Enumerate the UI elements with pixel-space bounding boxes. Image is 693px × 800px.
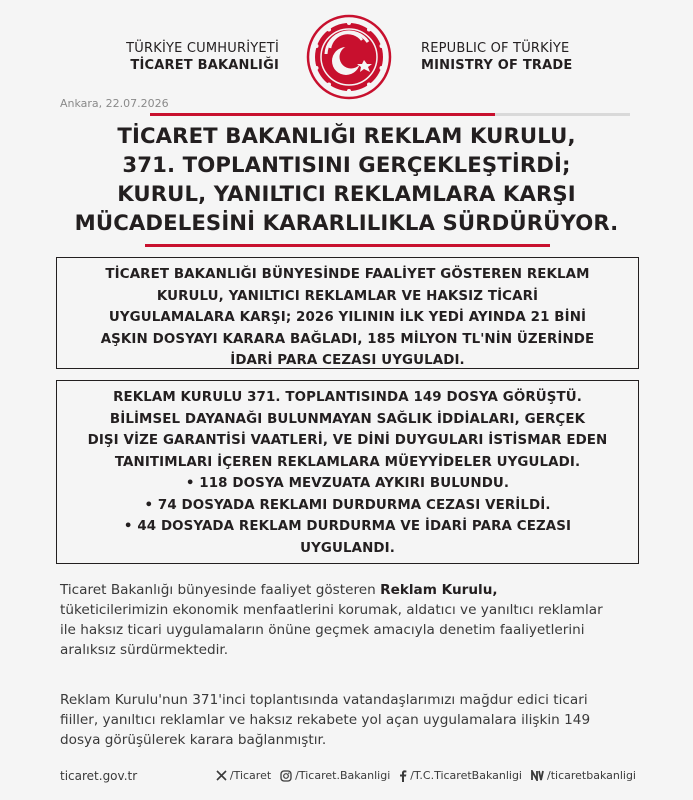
para-line: fiiller, yanıltıcı reklamlar ve haksız rekabete yol açan uygulamalara ilişkin 149 [60,712,591,728]
para-line: ile haksız ticari uygulamaların önüne geçmek amacıyla denetim faaliyetlerini [60,622,585,638]
nsosyal-handle: /ticaretbakanligi [547,769,636,782]
para-line: dosya görüşülerek karara bağlanmıştır. [60,732,327,748]
para-word: Bakanlığı [110,582,174,598]
title-line: KURUL, YANILTICI REKLAMLARA KARŞI [117,182,576,207]
summary-line: UYGULAMALARA KARŞI; 2026 YILININ İLK YEDİ AYINDA 21 BİNİ [108,310,587,325]
footer [60,768,636,788]
instagram-handle: /Ticaret.Bakanligi [295,769,391,782]
header-country-en: REPUBLIC OF TÜRKİYE [421,41,570,56]
title-divider [145,244,550,247]
title-line: TİCARET BAKANLIĞI REKLAM KURULU, [117,124,576,149]
details-bullet: • 44 DOSYADA REKLAM DURDURMA VE İDARİ PARA CEZASI [123,519,572,534]
body-paragraph-1 [60,580,636,660]
ministry-emblem-icon [306,14,392,100]
header-left-text [126,40,279,74]
para-word: bünyesinde [177,582,257,598]
facebook-link[interactable] [399,769,522,782]
para-word: gösteren [315,582,376,598]
title-line: 371. TOPLANTISINI GERÇEKLEŞTİRDİ; [122,153,571,178]
header [0,0,693,96]
facebook-handle: /T.C.TicaretBakanligi [410,769,522,782]
details-box [56,380,639,564]
header-country-tr: TÜRKİYE CUMHURİYETİ [126,41,279,56]
instagram-icon [280,770,292,782]
details-line: DIŞI VİZE GARANTİSİ VAATLERİ, VE DİNİ DUYGULARI İSTİSMAR EDEN [87,433,608,448]
details-line: REKLAM KURULU 371. TOPLANTISINDA 149 DOSYA GÖRÜŞTÜ. [113,390,582,405]
para-word: faaliyet [260,582,312,598]
details-bullet: • 74 DOSYADA REKLAMI DURDURMA CEZASI VERİLDİ. [144,497,551,513]
details-line: TANITIMLARI İÇEREN REKLAMLARA MÜEYYİDELER UYGULADI. [114,454,581,470]
header-ministry-en: MINISTRY OF TRADE [421,58,573,73]
website-link[interactable]: ticaret.gov.tr [60,769,138,783]
x-link[interactable] [216,769,271,782]
para-bold-term: Reklam Kurulu, [380,582,498,598]
para-line: aralıksız sürdürmektedir. [60,642,229,658]
details-bullet: • 118 DOSYA MEVZUATA AYKIRI BULUNDU. [185,476,510,491]
header-ministry-tr: TİCARET BAKANLIĞI [130,58,279,73]
summary-line: AŞKIN DOSYAYI KARARA BAĞLADI, 185 MİLYON TL'NİN ÜZERİNDE [100,331,595,347]
details-line: BİLİMSEL DAYANAĞI BULUNMAYAN SAĞLIK İDDİALARI, GERÇEK [109,411,586,427]
social-links [216,769,636,782]
instagram-link[interactable] [280,769,390,782]
x-icon [216,770,227,781]
top-divider-accent [150,113,495,116]
facebook-icon [399,770,407,782]
summary-line: TİCARET BAKANLIĞI BÜNYESİNDE FAALİYET GÖSTEREN REKLAM [105,267,590,282]
nsosyal-icon [531,770,544,781]
title-line: MÜCADELESİNİ KARARLILIKLA SÜRDÜRÜYOR. [74,211,619,236]
para-word: Ticaret [60,582,107,598]
summary-line: KURULU, YANILTICI REKLAMLAR VE HAKSIZ TİCARİ [156,288,539,304]
nsosyal-link[interactable] [531,769,636,782]
para-line: tüketicilerimizin ekonomik menfaatlerini korumak, aldatıcı ve yanıltıcı reklamlar [60,602,603,618]
summary-box [56,257,639,369]
para-line: Reklam Kurulu'nun 371'inci toplantısında vatandaşlarımızı mağdur edici ticari [60,692,588,708]
body-paragraph-2 [60,690,636,750]
header-right-text [421,40,572,74]
date-line: Ankara, 22.07.2026 [60,97,169,110]
details-bullet-cont: UYGULANDI. [300,540,395,556]
page-title [40,122,653,238]
top-divider [150,113,630,116]
summary-line: İDARİ PARA CEZASI UYGULADI. [230,353,465,368]
x-handle: /Ticaret [229,769,272,782]
para-line [60,580,636,600]
